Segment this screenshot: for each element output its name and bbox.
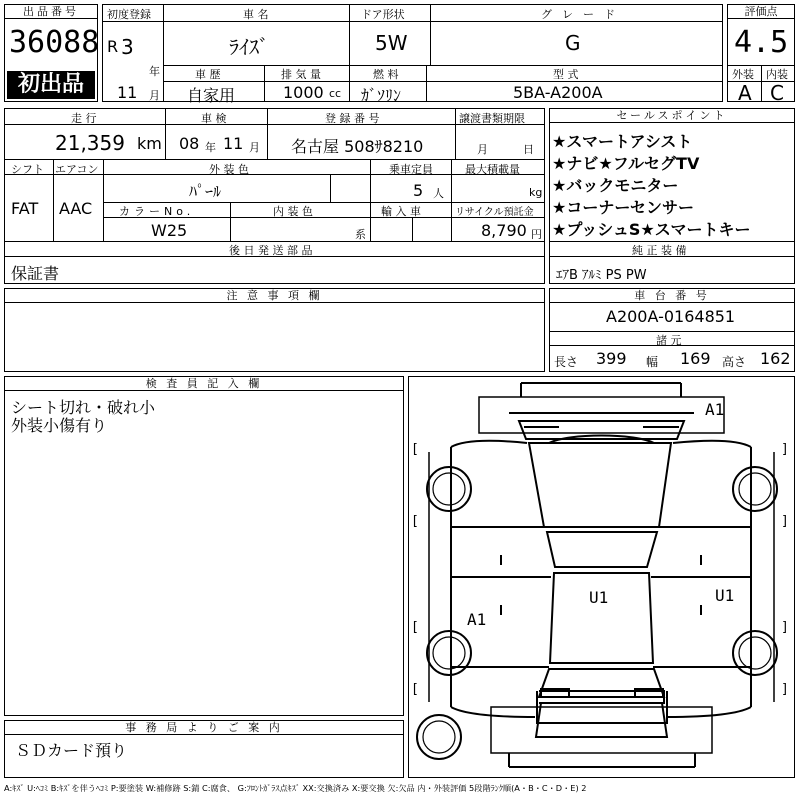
bracket-left-tail: [ — [411, 682, 419, 697]
max-load-unit: kg — [529, 186, 543, 199]
office-box — [4, 720, 404, 778]
transfer-day-unit: 日 — [523, 143, 534, 156]
sales-points-box — [549, 108, 795, 284]
max-load-header: 最大積載量 — [465, 163, 520, 176]
later-parts-value: 保証書 — [11, 264, 60, 283]
car-diagram — [408, 376, 795, 778]
first-reg-header: 初度登録 — [107, 8, 151, 21]
office-value: ＳＤカード預り — [15, 741, 128, 760]
mileage-unit: km — [137, 134, 162, 153]
chassis-value: A200A-0164851 — [606, 307, 736, 326]
score-header: 評価点 — [728, 5, 794, 19]
width-label: 幅 — [646, 355, 659, 369]
door-header: ドア形状 — [361, 8, 405, 21]
equipment-value: ｴｱB ｱﾙﾐ PS PW — [556, 268, 647, 283]
damage-mark-roof: U1 — [589, 588, 609, 607]
details-box — [4, 108, 545, 284]
first-reg-year: 3 — [121, 35, 134, 59]
later-parts-header: 後 日 発 送 部 品 — [229, 244, 313, 257]
bracket-left-front: [ — [411, 442, 419, 457]
score-box — [727, 4, 795, 105]
mileage-value: 21,359 — [55, 131, 125, 155]
first-reg-month-unit: 月 — [149, 89, 160, 102]
equipment-header: 純 正 装 備 — [632, 244, 687, 257]
transfer-header: 譲渡書類期限 — [459, 112, 525, 125]
car-name-header: 車 名 — [243, 8, 269, 21]
score-ext-value: A — [738, 81, 752, 105]
aircon-header: エアコン — [55, 163, 99, 176]
bracket-right-rear: ] — [781, 620, 789, 635]
displacement-value: 1000 — [283, 83, 324, 102]
first-reg-month: 11 — [117, 83, 138, 102]
damage-mark-right-side: U1 — [715, 586, 735, 605]
door-value: 5W — [375, 31, 408, 55]
bracket-left-mid: [ — [411, 514, 419, 529]
dimensions-header: 諸 元 — [656, 334, 682, 347]
recycle-header: リサイクル預託金 — [455, 207, 534, 218]
ext-color-header: 外 装 色 — [209, 163, 249, 176]
capacity-unit: 人 — [433, 187, 444, 200]
capacity-header: 乗車定員 — [389, 163, 433, 176]
chassis-header: 車 台 番 号 — [550, 289, 794, 303]
score-value: 4.5 — [734, 25, 789, 60]
shift-header: シフト — [11, 163, 44, 176]
sales-point-item: ★コーナーセンサー — [552, 198, 695, 217]
sales-point-item: ★プッシュS★スマートキー — [552, 220, 751, 239]
sales-point-item: ★スマートアシスト — [552, 132, 693, 151]
grade-header: グレード — [541, 8, 625, 21]
sales-point-item: ★バックモニター — [552, 176, 679, 195]
inspector-line: シート切れ・破れ小 — [11, 398, 156, 417]
chassis-box — [549, 288, 795, 372]
history-header: 車 歴 — [195, 68, 221, 81]
recycle-value: 8,790 — [481, 221, 527, 240]
lot-box — [4, 4, 98, 102]
capacity-value: 5 — [413, 181, 424, 200]
bracket-right-tail: ] — [781, 682, 789, 697]
inspection-month: 11 — [223, 134, 244, 153]
vehicle-info-box — [102, 4, 723, 105]
displacement-header: 排 気 量 — [281, 68, 321, 81]
score-int-header: 内装 — [766, 68, 788, 81]
inspection-year-unit: 年 — [205, 141, 216, 154]
inspection-month-unit: 月 — [249, 141, 260, 154]
score-ext-header: 外装 — [732, 68, 754, 81]
length-value: 399 — [596, 349, 627, 368]
aircon-value: AAC — [59, 199, 93, 218]
sales-point-item: ★ナビ★フルセグTV — [552, 154, 700, 173]
registration-value: 名古屋 508ｻ8210 — [291, 137, 424, 156]
inspection-header: 車 検 — [201, 112, 227, 125]
transfer-month-unit: 月 — [477, 143, 488, 156]
int-color-unit: 系 — [355, 228, 366, 241]
mileage-header: 走 行 — [71, 112, 97, 125]
model-code-value: 5BA-A200A — [513, 83, 603, 102]
grade-value: G — [565, 31, 581, 55]
car-name-value: ﾗｲｽﾞ — [229, 35, 269, 59]
color-no-header: カラーNo. — [119, 205, 195, 218]
sales-points-header: セールスポイント — [550, 109, 794, 123]
recycle-unit: 円 — [531, 228, 542, 241]
inspector-box — [4, 376, 404, 716]
import-header: 輸 入 車 — [381, 205, 421, 218]
displacement-unit: cc — [329, 87, 342, 100]
shift-value: FAT — [11, 199, 39, 218]
damage-mark-front-right: A1 — [705, 400, 725, 419]
model-code-header: 型 式 — [553, 68, 579, 81]
first-reg-era: R — [107, 37, 119, 56]
height-value: 162 — [760, 349, 791, 368]
height-label: 高さ — [722, 355, 747, 369]
fuel-value: ｶﾞｿﾘﾝ — [361, 86, 402, 105]
inspection-year: 08 — [179, 134, 200, 153]
history-value: 自家用 — [187, 86, 236, 105]
length-label: 長さ — [554, 355, 579, 369]
notes-header: 注 意 事 項 欄 — [5, 289, 544, 303]
inspector-header: 検 査 員 記 入 欄 — [5, 377, 403, 391]
width-value: 169 — [680, 349, 711, 368]
first-reg-year-unit: 年 — [149, 65, 160, 78]
inspector-line: 外装小傷有り — [11, 416, 108, 435]
damage-mark-left-side: A1 — [467, 610, 487, 629]
lot-header: 出品番号 — [5, 5, 97, 19]
ext-color-value: ﾊﾟｰﾙ — [189, 182, 222, 201]
lot-number: 36088 — [9, 25, 100, 60]
office-header: 事 務 局 よ り ご 案 内 — [5, 721, 403, 735]
fuel-header: 燃 料 — [373, 68, 399, 81]
bracket-left-rear: [ — [411, 620, 419, 635]
bracket-right-mid: ] — [781, 514, 789, 529]
int-color-header: 内 装 色 — [273, 205, 313, 218]
color-no-value: W25 — [151, 221, 188, 240]
score-int-value: C — [770, 81, 784, 105]
registration-header: 登 録 番 号 — [325, 112, 380, 125]
legend-text: A:ｷｽﾞ U:ﾍｺﾐ B:ｷｽﾞを伴うﾍｺﾐ P:要塗装 W:補修跡 S:錆 C:腐食、 G:ﾌﾛﾝﾄｶﾞﾗｽ点ｷｽﾞ XX:交換済み X:要交換 欠:欠品 内・外装評価 5段階ﾗﾝｸ順(A・B・C・D・E) 2 — [4, 783, 587, 793]
first-listing-badge: 初出品 — [7, 71, 95, 99]
car-diagram-drawing — [409, 377, 794, 777]
notes-box — [4, 288, 545, 372]
bracket-right-front: ] — [781, 442, 789, 457]
